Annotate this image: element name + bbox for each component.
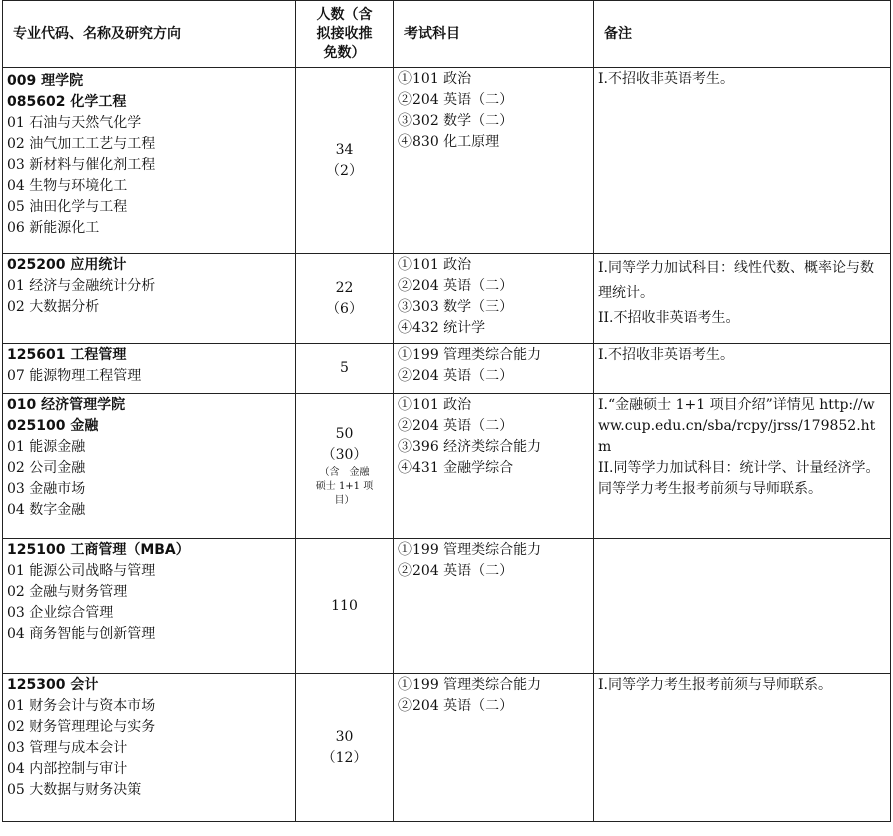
research-direction: 04 数字金融 bbox=[7, 502, 86, 518]
exam-subject: ②204 英语（二） bbox=[398, 698, 514, 714]
remarks-cell bbox=[594, 539, 891, 674]
research-direction: 02 财务管理理论与实务 bbox=[7, 719, 156, 735]
subjects-cell bbox=[394, 344, 594, 394]
major-name: 025200 应用统计 bbox=[7, 257, 127, 273]
header-count-line: 免数） bbox=[323, 44, 366, 61]
subjects-cell bbox=[394, 674, 594, 822]
remark: I.不招收非英语考生。 bbox=[598, 71, 734, 87]
remark: II.不招收非英语考生。 bbox=[598, 310, 740, 326]
header-count bbox=[296, 1, 394, 68]
count-cell bbox=[296, 344, 394, 394]
exempt-count: （2） bbox=[326, 162, 363, 179]
exam-subject: ③302 数学（二） bbox=[398, 113, 514, 129]
subjects-cell bbox=[394, 254, 594, 344]
remark: I.同等学力加试科目：线性代数、概率论与数理统计。 bbox=[598, 260, 874, 301]
major-name: 125100 工商管理（MBA） bbox=[7, 542, 190, 558]
major-cell bbox=[3, 394, 296, 539]
exam-subject: ①199 管理类综合能力 bbox=[398, 677, 542, 693]
research-direction: 01 财务会计与资本市场 bbox=[7, 698, 156, 714]
header-subjects: 考试科目 bbox=[394, 1, 594, 68]
research-direction: 03 金融市场 bbox=[7, 481, 86, 497]
count-cell bbox=[296, 674, 394, 822]
subjects-cell bbox=[394, 539, 594, 674]
research-direction: 02 油气加工工艺与工程 bbox=[7, 136, 156, 152]
table-row bbox=[3, 68, 891, 254]
research-direction: 04 商务智能与创新管理 bbox=[7, 626, 156, 642]
table-row bbox=[3, 344, 891, 394]
major-cell bbox=[3, 254, 296, 344]
major-cell bbox=[3, 68, 296, 254]
exam-subject: ②204 英语（二） bbox=[398, 563, 514, 579]
college-name: 010 经济管理学院 bbox=[7, 397, 126, 413]
exempt-count: （30） bbox=[321, 447, 368, 463]
exam-subject: ④431 金融学综合 bbox=[398, 460, 514, 476]
enrollment-count: 34 bbox=[335, 141, 354, 158]
research-direction: 07 能源物理工程管理 bbox=[7, 368, 142, 384]
exam-subject: ②204 英语（二） bbox=[398, 418, 514, 434]
exam-subject: ①199 管理类综合能力 bbox=[398, 347, 542, 363]
research-direction: 01 能源公司战略与管理 bbox=[7, 563, 156, 579]
research-direction: 05 油田化学与工程 bbox=[7, 199, 128, 215]
exam-subject: ①101 政治 bbox=[398, 397, 472, 413]
count-cell bbox=[296, 254, 394, 344]
count-note: （含 金融 bbox=[319, 467, 370, 478]
exam-subject: ④830 化工原理 bbox=[398, 134, 500, 150]
research-direction: 02 大数据分析 bbox=[7, 299, 100, 315]
research-direction: 03 管理与成本会计 bbox=[7, 740, 128, 756]
count-cell bbox=[296, 539, 394, 674]
research-direction: 02 金融与财务管理 bbox=[7, 584, 128, 600]
remark: I.不招收非英语考生。 bbox=[598, 347, 734, 363]
header-row bbox=[3, 1, 891, 68]
header-major: 专业代码、名称及研究方向 bbox=[3, 1, 296, 68]
remark: I.“金融硕士 1+1 项目介绍”详情见 http://www.cup.edu.cn/sba/rcpy/jrss/179852.htm bbox=[598, 397, 876, 455]
research-direction: 05 大数据与财务决策 bbox=[7, 782, 142, 798]
exam-subject: ③303 数学（三） bbox=[398, 299, 514, 315]
table-row bbox=[3, 254, 891, 344]
remarks-cell bbox=[594, 68, 891, 254]
enrollment-count: 30 bbox=[335, 728, 354, 745]
header-count-line: 人数（含 bbox=[316, 6, 373, 23]
research-direction: 04 生物与环境化工 bbox=[7, 178, 128, 194]
exam-subject: ②204 英语（二） bbox=[398, 368, 514, 384]
exam-subject: ④432 统计学 bbox=[398, 320, 486, 336]
research-direction: 06 新能源化工 bbox=[7, 220, 100, 236]
exam-subject: ③396 经济类综合能力 bbox=[398, 439, 542, 455]
table-row bbox=[3, 539, 891, 674]
major-name: 125300 会计 bbox=[7, 677, 99, 693]
exam-subject: ①101 政治 bbox=[398, 257, 472, 273]
remarks-cell bbox=[594, 394, 891, 539]
remarks-cell bbox=[594, 344, 891, 394]
major-cell bbox=[3, 539, 296, 674]
remark: II.同等学力加试科目：统计学、计量经济学。同等学力考生报考前须与导师联系。 bbox=[598, 460, 880, 497]
remark: I.同等学力考生报考前须与导师联系。 bbox=[598, 677, 832, 693]
exam-subject: ①199 管理类综合能力 bbox=[398, 542, 542, 558]
exam-subject: ②204 英语（二） bbox=[398, 92, 514, 108]
research-direction: 01 石油与天然气化学 bbox=[7, 115, 142, 131]
exam-subject: ②204 英语（二） bbox=[398, 278, 514, 294]
table-row bbox=[3, 674, 891, 822]
enrollment-count: 110 bbox=[331, 597, 358, 614]
subjects-cell bbox=[394, 68, 594, 254]
remarks-cell bbox=[594, 254, 891, 344]
major-name: 125601 工程管理 bbox=[7, 347, 127, 363]
major-cell bbox=[3, 344, 296, 394]
research-direction: 02 公司金融 bbox=[7, 460, 86, 476]
exempt-count: （12） bbox=[321, 749, 368, 766]
research-direction: 03 企业综合管理 bbox=[7, 605, 114, 621]
header-count-line: 拟接收推 bbox=[316, 25, 373, 42]
count-cell bbox=[296, 394, 394, 539]
major-cell bbox=[3, 674, 296, 822]
admissions-table bbox=[2, 0, 891, 822]
major-name: 025100 金融 bbox=[7, 418, 99, 434]
table-row bbox=[3, 394, 891, 539]
research-direction: 01 能源金融 bbox=[7, 439, 86, 455]
college-name: 009 理学院 bbox=[7, 73, 84, 89]
count-cell bbox=[296, 68, 394, 254]
exam-subject: ①101 政治 bbox=[398, 71, 472, 87]
research-direction: 04 内部控制与审计 bbox=[7, 761, 128, 777]
exempt-count: （6） bbox=[326, 300, 363, 317]
research-direction: 01 经济与金融统计分析 bbox=[7, 278, 156, 294]
remarks-cell bbox=[594, 674, 891, 822]
subjects-cell bbox=[394, 394, 594, 539]
enrollment-count: 5 bbox=[340, 360, 349, 376]
enrollment-count: 50 bbox=[335, 426, 354, 442]
count-note: 硕士 1+1 项 bbox=[315, 481, 374, 492]
research-direction: 03 新材料与催化剂工程 bbox=[7, 157, 156, 173]
major-name: 085602 化学工程 bbox=[7, 94, 127, 110]
header-remarks: 备注 bbox=[594, 1, 891, 68]
count-note: 目） bbox=[334, 495, 355, 506]
enrollment-count: 22 bbox=[335, 279, 354, 296]
